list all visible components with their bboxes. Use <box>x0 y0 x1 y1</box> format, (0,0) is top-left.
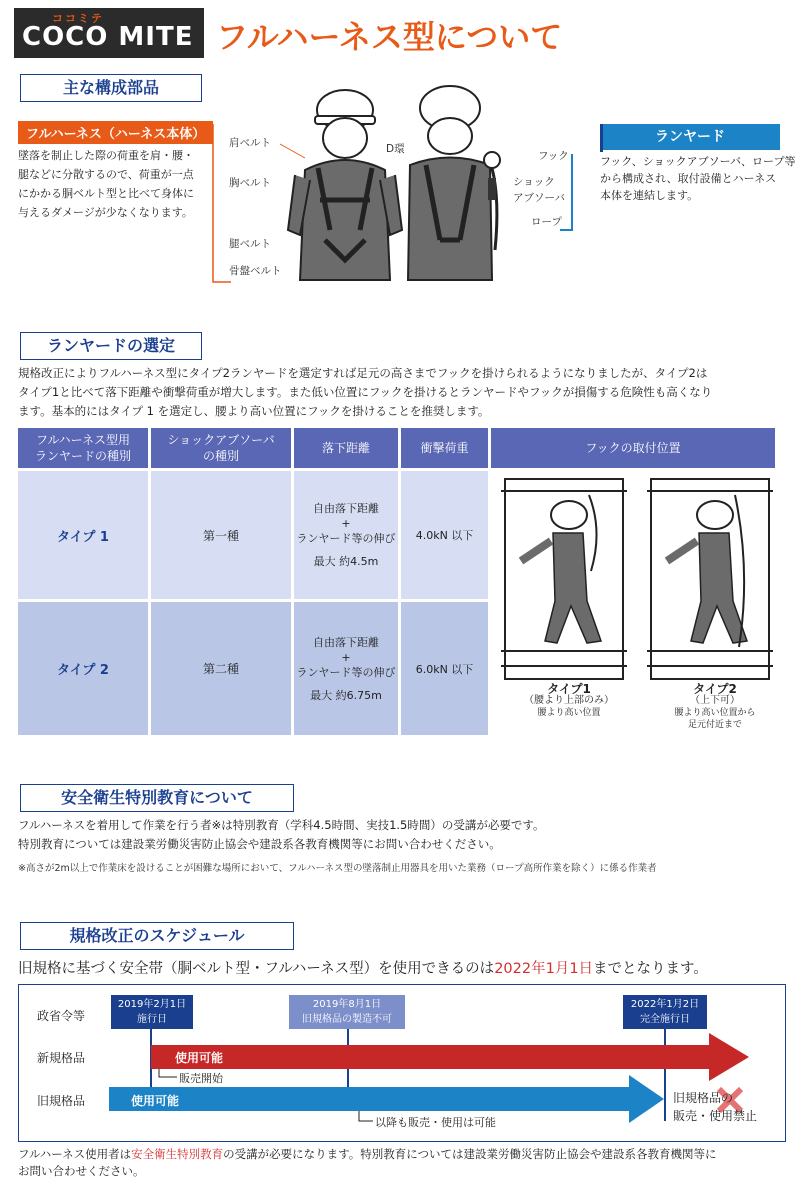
label-shoulder-belt: 肩ベルト <box>229 137 271 149</box>
row2-load: 6.0kN 以下 <box>401 602 488 735</box>
label-absorber: アブソーバ <box>513 192 565 204</box>
education-note: ※高さが2m以上で作業床を設けることが困難な場所において、フルハーネス型の墜落制止用器具を用いた業務（ロープ高所作業を除く）に係る作業者 <box>18 863 657 874</box>
label-chest-belt: 胸ベルト <box>229 177 271 189</box>
right-label-bracket <box>560 130 600 240</box>
lanyard-selection-text: 規格改正によりフルハーネス型にタイプ2ランヤードを選定すれば足元の高さまでフックを掛けられるようになりましたが、タイプ2は タイプ1と比べて落下距離や衝撃荷重が増大します。また低い位置にフックを掛けるとランヤードやフックが損傷する危険性も高くなり ます。基本的にはタイプ 1 を選定し、腰より高い位置にフックを掛けることを推奨します。 <box>18 366 713 418</box>
section-title-parts: 主な構成部品 <box>20 74 202 102</box>
header-impact-load: 衝撃荷重 <box>401 428 488 468</box>
header-hook-position: フックの取付位置 <box>491 428 775 468</box>
harness-tag: フルハーネス（ハーネス本体） <box>18 121 213 144</box>
row1-type: タイプ 1 <box>18 471 148 599</box>
label-thigh-belt: 腿ベルト <box>229 238 271 250</box>
footer-note: フルハーネス使用者は安全衛生特別教育の受講が必要になります。特別教育については建設業労働災害防止協会や建設系各教育機関等に お問い合わせください。 <box>18 1147 717 1178</box>
header-absorber-type: ショックアブソーバ の種別 <box>151 428 291 468</box>
logo-sub: ココミテ <box>52 12 104 25</box>
type1-caption: タイプ1 （腰より上部のみ） 腰より高い位置 <box>524 682 614 718</box>
header-lanyard-type: フルハーネス型用 ランヤードの種別 <box>18 428 148 468</box>
section-title-lanyard-selection: ランヤードの選定 <box>20 332 202 360</box>
label-shock: ショック <box>513 176 555 188</box>
label-rope: ロープ <box>531 216 562 228</box>
section-title-education: 安全衛生特別教育について <box>20 784 294 812</box>
new-bar-label: 使用可能 <box>175 1051 224 1065</box>
label-pelvic-belt: 骨盤ベルト <box>229 265 282 277</box>
old-bar-label: 使用可能 <box>131 1094 180 1108</box>
milestone-1: 2019年2月1日 施行日 <box>111 995 193 1029</box>
row-label-new: 新規格品 <box>37 1051 86 1065</box>
after-note: 以降も販売・使用は可能 <box>375 1116 496 1129</box>
lanyard-spec-table <box>15 425 778 738</box>
ban-note: 旧規格品の 販売・使用禁止 <box>673 1091 758 1123</box>
milestone-2: 2019年8月1日 旧規格品の製造不可 <box>289 995 405 1029</box>
row1-load: 4.0kN 以下 <box>401 471 488 599</box>
logo-main: COCO MITE <box>22 22 194 52</box>
lanyard-description: フック、ショックアブソーバ、ロープ等 から構成され、取付設備とハーネス 本体を連結します。 <box>600 155 796 202</box>
sale-start-note: 販売開始 <box>179 1072 223 1085</box>
header-fall-distance: 落下距離 <box>294 428 398 468</box>
schedule-lead: 旧規格に基づく安全帯（胴ベルト型・フルハーネス型）を使用できるのは2022年1月1日までとなります。 <box>18 961 708 977</box>
hook-position-figures <box>491 471 775 735</box>
row-label-regulation: 政省令等 <box>37 1009 86 1023</box>
row2-distance: 自由落下距離 + ランヤード等の伸び 最大 約6.75m <box>294 602 398 735</box>
milestone-3: 2022年1月2日 完全施行日 <box>623 995 707 1029</box>
type2-caption: タイプ2 （上下可） 腰より高い位置から 足元付近まで <box>674 682 756 730</box>
row1-distance: 自由落下距離 + ランヤード等の伸び 最大 約4.5m <box>294 471 398 599</box>
row2-absorber: 第二種 <box>151 602 291 735</box>
label-hook: フック <box>538 150 569 162</box>
section-title-schedule: 規格改正のスケジュール <box>20 922 294 950</box>
lanyard-tag: ランヤード <box>600 124 780 150</box>
harness-description: 墜落を制止した際の荷重を肩・腰・ 腿などに分散するので、荷重が一点 にかかる胴ベルト型と比べて身体に 与えるダメージが少なくなります。 <box>18 149 194 219</box>
row1-absorber: 第一種 <box>151 471 291 599</box>
education-text: フルハーネスを着用して作業を行う者※は特別教育（学科4.5時間、実技1.5時間）の受講が必要です。 特別教育については建設業労働災害防止協会や建設系各教育機関等にお問い合わせください。 <box>18 818 545 851</box>
row2-type: タイプ 2 <box>18 602 148 735</box>
worker-back-figure <box>408 86 500 280</box>
row-label-old: 旧規格品 <box>37 1094 86 1108</box>
schedule-timeline <box>18 984 786 1142</box>
lanyard-tag-accent <box>600 124 603 152</box>
logo <box>14 8 204 58</box>
page-title: フルハーネス型について <box>216 18 563 56</box>
label-d-ring: D環 <box>386 143 405 155</box>
